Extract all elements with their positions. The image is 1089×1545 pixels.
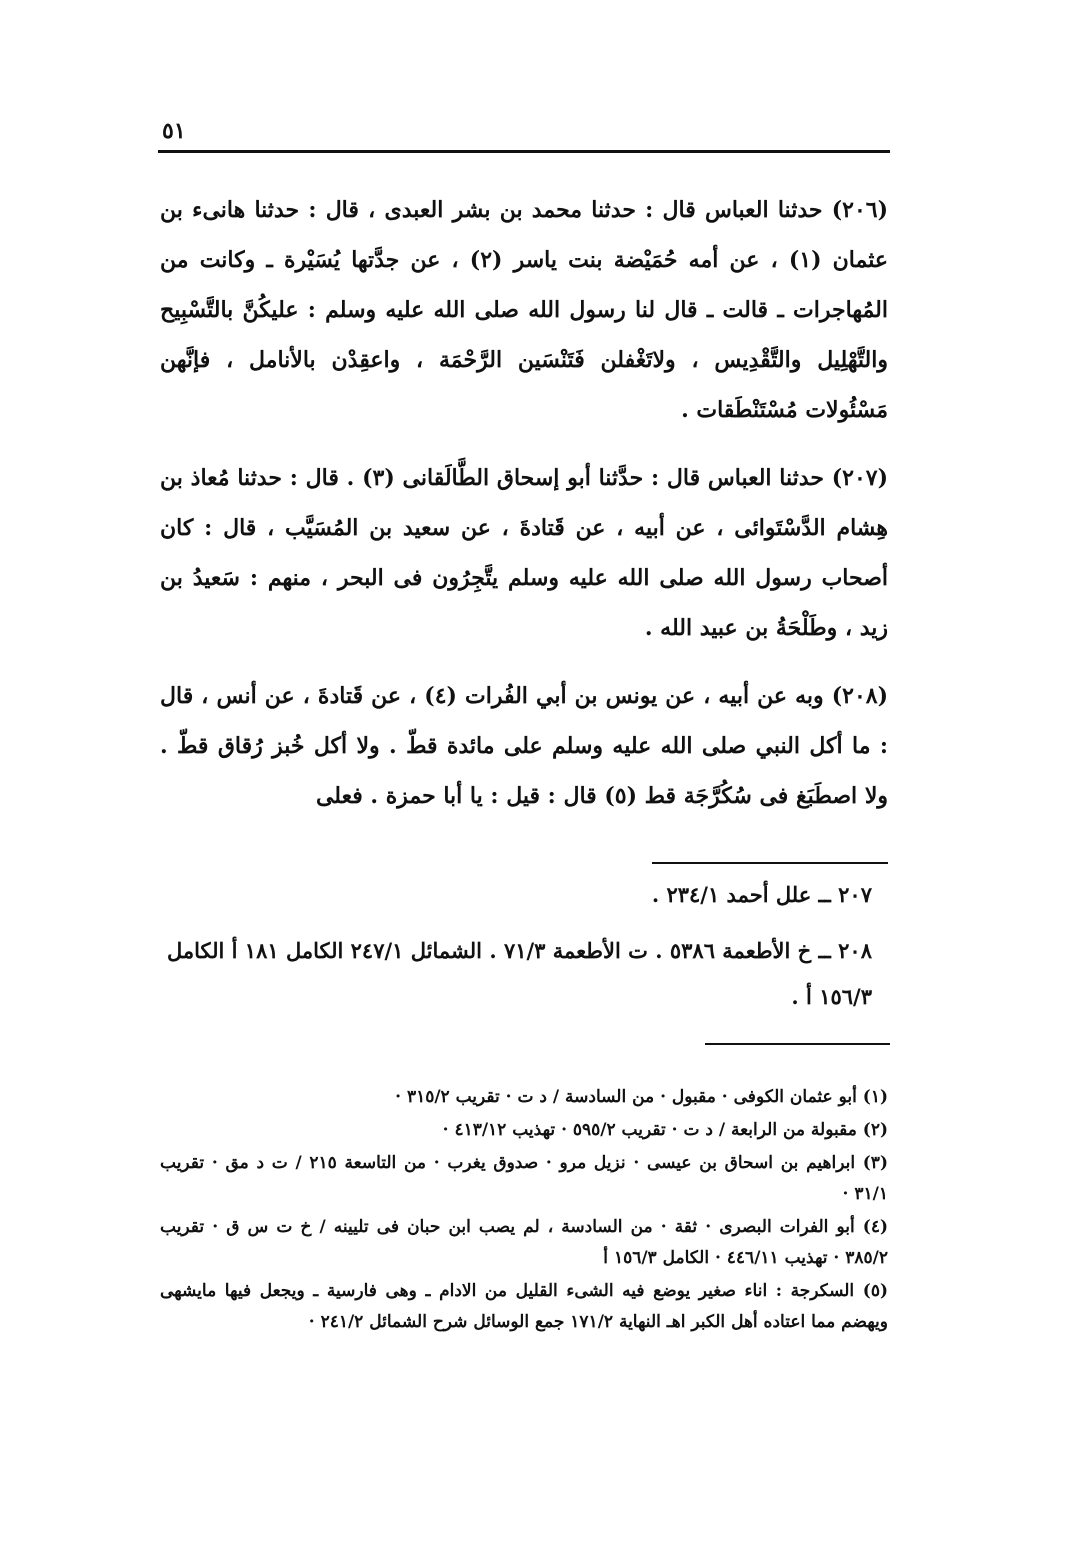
hadith-208 bbox=[160, 671, 888, 821]
source-208: ٢٠٨ ــ خ الأطعمة ٥٣٨٦ . ت الأطعمة ٧١/٣ . الشمائل ٢٤٧/١ الكامل ١٨١ أ الكامل ١٥٦/٣ أ . bbox=[166, 938, 872, 1009]
sources-rule bbox=[652, 862, 888, 864]
footnotes bbox=[160, 1082, 888, 1340]
main-text bbox=[160, 185, 888, 839]
page-number: ٥١ bbox=[162, 118, 186, 144]
source-references bbox=[160, 872, 872, 1030]
hadith-text: (٢٠٨) وبه عن أبيه ، عن يونس بن أبي الفُرات (٤) ، عن قَتادةَ ، عن أنس ، قال : ما أكل النبي صلى الله عليه وسلم على مائدة قطّ . ولا أكل خُبز رُقاق قطّ . ولا اصطَبَغ فى سُكُرَّجَة قط (٥) قال : قيل : يا أبا حمزة . فعلى bbox=[160, 683, 888, 809]
footnote-5: (٥) السكرجة : اناء صغير يوضع فيه الشىء القليل من الادام ـ وهى فارسية ـ ويجعل فيها مايشهى ويهضم مما اعتاده أهل الكبر اهـ النهاية ١٧١/٢ جمع الوسائل شرح الشمائل ٢٤١/٢ · bbox=[160, 1281, 888, 1332]
footnote-3: (٣) ابراهيم بن اسحاق بن عيسى · نزيل مرو · صدوق يغرب · من التاسعة ٢١٥ / ت د مق · تقريب ٣١/١ · bbox=[160, 1153, 888, 1204]
hadith-207 bbox=[160, 453, 888, 653]
hadith-text: (٢٠٦) حدثنا العباس قال : حدثنا محمد بن بشر العبدى ، قال : حدثنا هانىء بن عثمان (١) ، عن أمه حُمَيْضة بنت ياسر (٢) ، عن جدَّتها يُسَيْرة ـ وكانت من المُهاجرات ـ قالت ـ قال لنا رسول الله صلى الله عليه وسلم : عليكُنَّ بالتَّسْبِيح والتَّهْلِيل والتَّقْدِيس ، ولاتَغْفلن فَتَنْسَين الرَّحْمَة ، واعقِدْن بالأنامل ، فإنَّهن مَسْئُولات مُسْتَنْطَقات . bbox=[160, 197, 888, 423]
footnotes-rule bbox=[705, 1043, 890, 1045]
source-207: ٢٠٧ ــ علل أحمد ٢٣٤/١ . bbox=[651, 882, 872, 907]
hadith-206 bbox=[160, 185, 888, 435]
footnote-2: (٢) مقبولة من الرابعة / د ت · تقريب ٥٩٥/٢ · تهذيب ٤١٣/١٢ · bbox=[442, 1120, 888, 1140]
footnote-1: (١) أبو عثمان الكوفى · مقبول · من السادسة / د ت · تقريب ٣١٥/٢ · bbox=[395, 1087, 888, 1107]
footnote-4: (٤) أبو الفرات البصرى · ثقة · من السادسة ، لم يصب ابن حبان فى تليينه / خ ت س ق · تقريب ٣٨٥/٢ · تهذيب ٤٤٦/١١ · الكامل ١٥٦/٣ أ bbox=[160, 1217, 888, 1268]
header-rule bbox=[158, 150, 890, 153]
hadith-text: (٢٠٧) حدثنا العباس قال : حدَّثنا أبو إسحاق الطَّالَقانى (٣) . قال : حدثنا مُعاذ بن هِشام الدَّسْتَوائى ، عن أبيه ، عن قَتادةَ ، عن سعيد بن المُسَيَّب ، قال : كان أصحاب رسول الله صلى الله عليه وسلم يتَّجِرُون فى البحر ، منهم : سَعيدُ بن زيد ، وطَلْحَةُ بن عبيد الله . bbox=[160, 465, 888, 641]
